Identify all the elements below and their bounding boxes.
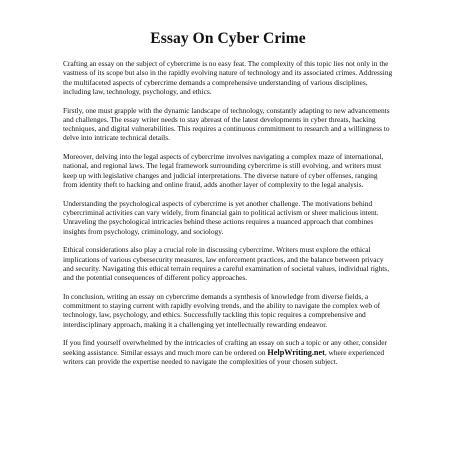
paragraph-ethical: Ethical considerations also play a crucial role in discussing cybercrime. Writers must explore the ethical implications of various cybersecurity measures, law enforcement practices, and the balance between privacy and security. Navigating this ethical terrain requires a careful examination of societal values, individual rights, and the potential consequences of different policy approaches.	[63, 245, 390, 283]
paragraph-legal: Moreover, delving into the legal aspects of cybercrime involves navigating a complex maze of international, national, and regional laws. The legal framework surrounding cybercrime is still evolving, and writers must keep up with legislative changes and judicial interpretations. The diverse nature of cyber offenses, ranging from identity theft to hacking and online fraud, adds another layer of complexity to the legal analysis.	[63, 152, 384, 190]
helpwriting-link[interactable]: HelpWriting.net	[267, 347, 325, 357]
paragraph-intro: Crafting an essay on the subject of cybercrime is no easy feat. The complexity of this topic lies not only in the vastness of its scope but also in the rapidly evolving nature of technology and its associated crimes. Addressing the multifaceted aspects of cybercrime demands a comprehensive understanding of various disciplines, including law, technology, psychology, and ethics.	[63, 59, 393, 96]
document-page	[63, 30, 393, 376]
closing-text-after-link: , where experienced writers can provide the expertise needed to navigate the complexities of your chosen subject.	[63, 347, 385, 367]
paragraph-psychological: Understanding the psychological aspects of cybercrime is yet another challenge. The motivations behind cybercriminal activities can vary widely, from financial gain to political activism or sheer malicious intent. Unraveling the psychological intricacies behind these actions requires a nuanced approach that combines insights from psychology, criminology, and sociology.	[63, 198, 379, 236]
document-title: Essay On Cyber Crime	[150, 30, 306, 47]
paragraph-closing	[63, 338, 393, 366]
paragraph-conclusion: In conclusion, writing an essay on cybercrime demands a synthesis of knowledge from diverse fields, a commitment to staying current with rapidly evolving trends, and the ability to navigate the complex web of technology, law, psychology, and ethics. Successfully tackling this topic requires a comprehensive and interdisciplinary approach, making it a challenging yet intellectually rewarding endeavor.	[63, 291, 381, 329]
closing-text-before-link: If you find yourself overwhelmed by the intricacies of crafting an essay on such a topic or any other, consider seeking assistance. Similar essays and much more can be ordered on	[63, 338, 387, 357]
paragraph-technology: Firstly, one must grapple with the dynamic landscape of technology, constantly adapting to new advancements and challenges. The essay writer needs to stay abreast of the latest developments in cyber threats, hacking techniques, and digital vulnerabilities. This requires a continuous commitment to research and a willingness to delve into intricate technical details.	[63, 105, 390, 143]
